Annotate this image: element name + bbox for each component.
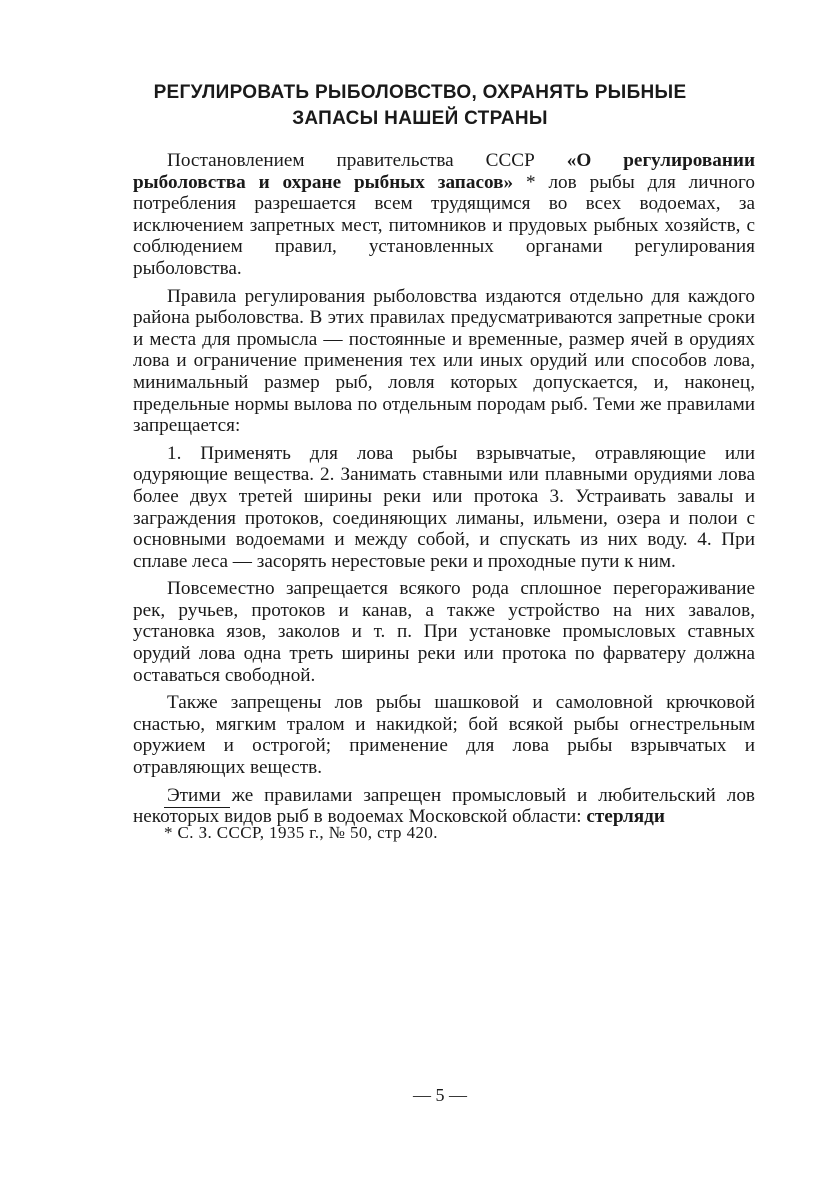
paragraph-1-rest: * лов рыбы для личного потребления разрешается всем трудящимся во всех водоемах, за исключением запретных мест, питомников и прудовых рыбных хозяйств, с соблюдением правил, установленных органами регулирования рыболовства.: [133, 171, 755, 279]
paragraph-1: [133, 150, 755, 280]
footnote: * С. З. СССР, 1935 г., № 50, стр 420.: [164, 823, 438, 842]
footnote-divider: [164, 807, 230, 808]
paragraph-2: Правила регулирования рыболовства издаются отдельно для каждого района рыболовства. В этих правилах предусматриваются запретные сроки и места для промысла — постоянные и временные, размер ячей в орудиях лова и ограничение применения тех или иных орудий или способов лова, минимальный размер рыб, ловля которых допускается, и, наконец, предельные нормы вылова по отдельным породам рыб. Теми же правилами запрещается:: [133, 285, 755, 437]
paragraph-3: 1. Применять для лова рыбы взрывчатые, отравляющие или одуряющие вещества. 2. Занимать ставными или плавными орудиями лова более двух третей ширины реки или протока 3. Устраивать завалы и заграждения протоков, соединяющих лиманы, ильмени, озера и полои с основными водоемами и между собой, и спускать из них воду. 4. При сплаве леса — засорять нерестовые реки и проходные пути к ним.: [133, 442, 755, 572]
title-line-2: ЗАПАСЫ НАШЕЙ СТРАНЫ: [292, 108, 548, 129]
paragraph-5: Также запрещены лов рыбы шашковой и самоловной крючковой снастью, мягким тралом и накидкой; бой всякой рыбы огнестрельным оружием и острогой; применение для лова рыбы взрывчатых и отравляющих веществ.: [133, 692, 755, 779]
paragraph-4: Повсеместно запрещается всякого рода сплошное перегораживание рек, ручьев, протоков и канав, а также устройство на них завалов, установка язов, заколов и т. п. При установке промысловых ставных орудий лова одна треть ширины реки или протока по фарватеру должна оставаться свободной.: [133, 578, 755, 686]
paragraph-1-start: Постановлением правительства СССР: [167, 150, 567, 171]
page-number: — 5 —: [413, 1085, 467, 1105]
paragraph-6-bold-word: стерляди: [586, 806, 665, 828]
page-title: [120, 80, 720, 132]
body-text: [133, 150, 755, 834]
decree-title: «О регулировании рыболовства и охране рыбных запасов»: [133, 150, 756, 193]
paragraph-6-start: Этими же правилами запрещен промысловый и любительский лов некоторых видов рыб в водоемах Московской области:: [133, 784, 755, 828]
title-line-1: РЕГУЛИРОВАТЬ РЫБОЛОВСТВО, ОХРАНЯТЬ РЫБНЫЕ: [153, 82, 687, 103]
